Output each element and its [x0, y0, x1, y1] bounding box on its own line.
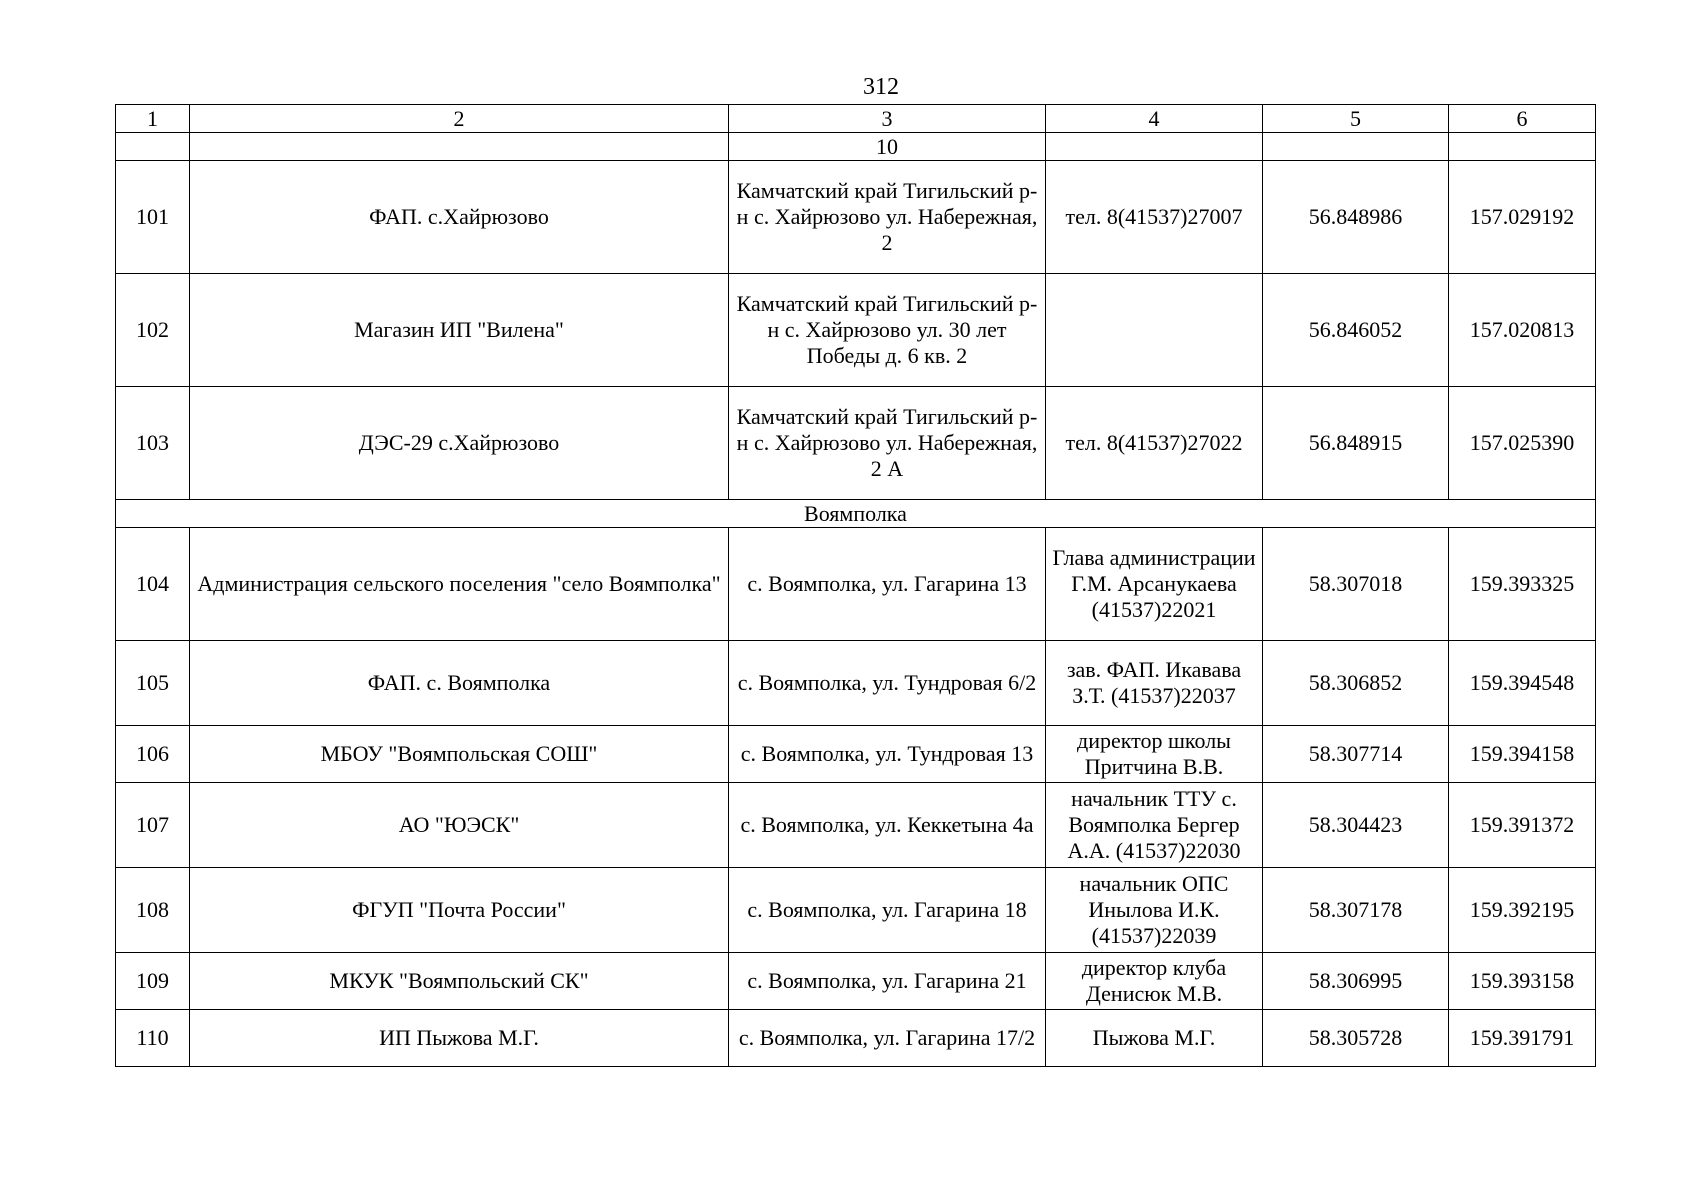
cell-contact: начальник ТТУ с. Воямполка Бергер А.А. (41537)22030	[1046, 783, 1263, 868]
cell-contact: начальник ОПС Инылова И.К. (41537)22039	[1046, 868, 1263, 953]
cell-num: 105	[116, 641, 190, 726]
column-header: 1	[116, 105, 190, 133]
cell-address: с. Воямполка, ул. Тундровая 13	[729, 726, 1046, 783]
cell-address: с. Воямполка, ул. Гагарина 13	[729, 528, 1046, 641]
cell-num: 110	[116, 1010, 190, 1067]
cell-address: Камчатский край Тигильский р-н с. Хайрюзово ул. Набережная, 2	[729, 161, 1046, 274]
cell-name: ФАП. с. Воямполка	[190, 641, 729, 726]
table-row	[116, 641, 1596, 726]
section-row	[116, 500, 1596, 528]
cell-address: с. Воямполка, ул. Тундровая 6/2	[729, 641, 1046, 726]
cell-lon: 159.392195	[1449, 868, 1596, 953]
column-header: 4	[1046, 105, 1263, 133]
cell-lat: 58.305728	[1263, 1010, 1449, 1067]
section-label: 10	[729, 133, 1046, 161]
table-row	[116, 953, 1596, 1010]
column-header: 6	[1449, 105, 1596, 133]
table-row	[116, 1010, 1596, 1067]
cell-contact: зав. ФАП. Икавава З.Т. (41537)22037	[1046, 641, 1263, 726]
cell-address: с. Воямполка, ул. Гагарина 18	[729, 868, 1046, 953]
cell-lat: 58.307178	[1263, 868, 1449, 953]
cell-address: Камчатский край Тигильский р-н с. Хайрюзово ул. 30 лет Победы д. 6 кв. 2	[729, 274, 1046, 387]
cell-lat: 56.848915	[1263, 387, 1449, 500]
table-row	[116, 726, 1596, 783]
table-row	[116, 783, 1596, 868]
cell-num: 108	[116, 868, 190, 953]
cell-lon: 159.394548	[1449, 641, 1596, 726]
table-row	[116, 161, 1596, 274]
cell-num: 109	[116, 953, 190, 1010]
cell-lon: 159.391372	[1449, 783, 1596, 868]
cell-num: 104	[116, 528, 190, 641]
table-row	[116, 387, 1596, 500]
cell-address: Камчатский край Тигильский р-н с. Хайрюзово ул. Набережная, 2 А	[729, 387, 1046, 500]
cell-contact: Глава администрации Г.М. Арсанукаева (41537)22021	[1046, 528, 1263, 641]
cell-lon: 159.394158	[1449, 726, 1596, 783]
data-table	[115, 104, 1596, 1067]
cell-lat: 58.306852	[1263, 641, 1449, 726]
cell-lat: 56.846052	[1263, 274, 1449, 387]
column-header: 5	[1263, 105, 1449, 133]
table-row	[116, 274, 1596, 387]
page-number: 312	[863, 74, 899, 100]
cell-address: с. Воямполка, ул. Гагарина 21	[729, 953, 1046, 1010]
cell-num: 103	[116, 387, 190, 500]
cell-name: ФАП. с.Хайрюзово	[190, 161, 729, 274]
cell-num: 102	[116, 274, 190, 387]
column-header: 3	[729, 105, 1046, 133]
cell-lat: 58.307714	[1263, 726, 1449, 783]
cell-contact	[1046, 274, 1263, 387]
table-row	[116, 868, 1596, 953]
cell-lon: 157.025390	[1449, 387, 1596, 500]
cell-lat: 58.307018	[1263, 528, 1449, 641]
cell-name: АО "ЮЭСК"	[190, 783, 729, 868]
cell-num: 106	[116, 726, 190, 783]
cell-name: ДЭС-29 с.Хайрюзово	[190, 387, 729, 500]
cell-contact: Пыжова М.Г.	[1046, 1010, 1263, 1067]
cell-contact: директор школы Притчина В.В.	[1046, 726, 1263, 783]
cell-address: с. Воямполка, ул. Гагарина 17/2	[729, 1010, 1046, 1067]
section-row	[116, 133, 1596, 161]
table-row	[116, 528, 1596, 641]
cell-contact: директор клуба Денисюк М.В.	[1046, 953, 1263, 1010]
cell-lon: 159.391791	[1449, 1010, 1596, 1067]
cell-lat: 56.848986	[1263, 161, 1449, 274]
column-header: 2	[190, 105, 729, 133]
cell-lon: 159.393325	[1449, 528, 1596, 641]
cell-lat: 58.304423	[1263, 783, 1449, 868]
cell-name: Администрация сельского поселения "село Воямполка"	[190, 528, 729, 641]
cell-name: ИП Пыжова М.Г.	[190, 1010, 729, 1067]
cell-lon: 157.020813	[1449, 274, 1596, 387]
cell-num: 107	[116, 783, 190, 868]
cell-contact: тел. 8(41537)27007	[1046, 161, 1263, 274]
cell-name: ФГУП "Почта России"	[190, 868, 729, 953]
cell-name: МБОУ "Воямпольская СОШ"	[190, 726, 729, 783]
cell-lon: 159.393158	[1449, 953, 1596, 1010]
cell-lat: 58.306995	[1263, 953, 1449, 1010]
cell-num: 101	[116, 161, 190, 274]
cell-name: МКУК "Воямпольский СК"	[190, 953, 729, 1010]
cell-contact: тел. 8(41537)27022	[1046, 387, 1263, 500]
cell-name: Магазин ИП "Вилена"	[190, 274, 729, 387]
cell-lon: 157.029192	[1449, 161, 1596, 274]
header-row	[116, 105, 1596, 133]
section-label: Воямполка	[116, 500, 1596, 528]
cell-address: с. Воямполка, ул. Кеккетына 4а	[729, 783, 1046, 868]
